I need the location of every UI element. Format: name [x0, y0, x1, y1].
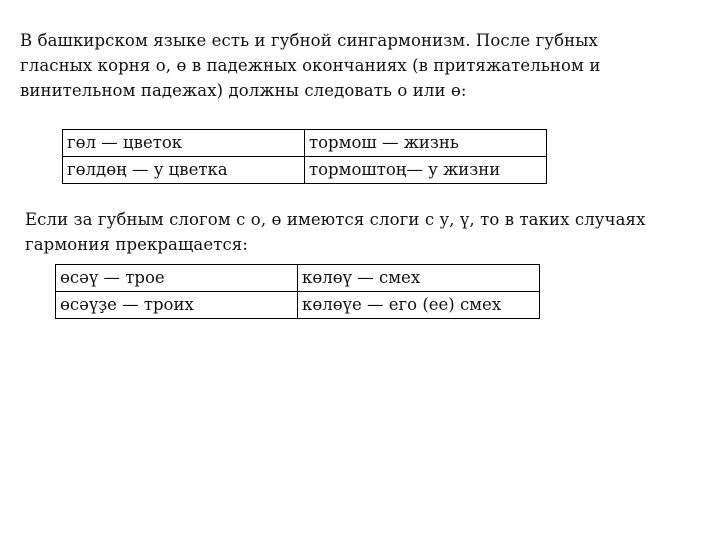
rule-paragraph	[25, 207, 685, 257]
examples-table-o	[62, 129, 547, 184]
rule-line: Если за губным слогом с о, ө имеются слоги с у, ү, то в таких случаях	[25, 210, 646, 229]
table-row	[63, 130, 547, 157]
table-row	[56, 265, 540, 292]
intro-line: В башкирском языке есть и губной сингармонизм. После губных	[20, 31, 598, 50]
table-row	[63, 157, 547, 184]
table-cell: тормош — жизнь	[305, 130, 547, 157]
table-cell: көлөүе — его (ее) смех	[298, 292, 540, 319]
table-row	[56, 292, 540, 319]
table-cell: гөлдөң — у цветка	[63, 157, 305, 184]
table-cell: өсәүҙе — троих	[56, 292, 298, 319]
table-cell: өсәү — трое	[56, 265, 298, 292]
rule-line: гармония прекращается:	[25, 235, 248, 254]
examples-table-u	[55, 264, 540, 319]
table-cell: көлөү — смех	[298, 265, 540, 292]
intro-paragraph	[20, 28, 700, 103]
table-cell: гөл — цветок	[63, 130, 305, 157]
table-cell: тормоштоң— у жизни	[305, 157, 547, 184]
intro-line: винительном падежах) должны следовать о или ө:	[20, 81, 467, 100]
intro-line: гласных корня о, ө в падежных окончаниях (в притяжательном и	[20, 56, 601, 75]
